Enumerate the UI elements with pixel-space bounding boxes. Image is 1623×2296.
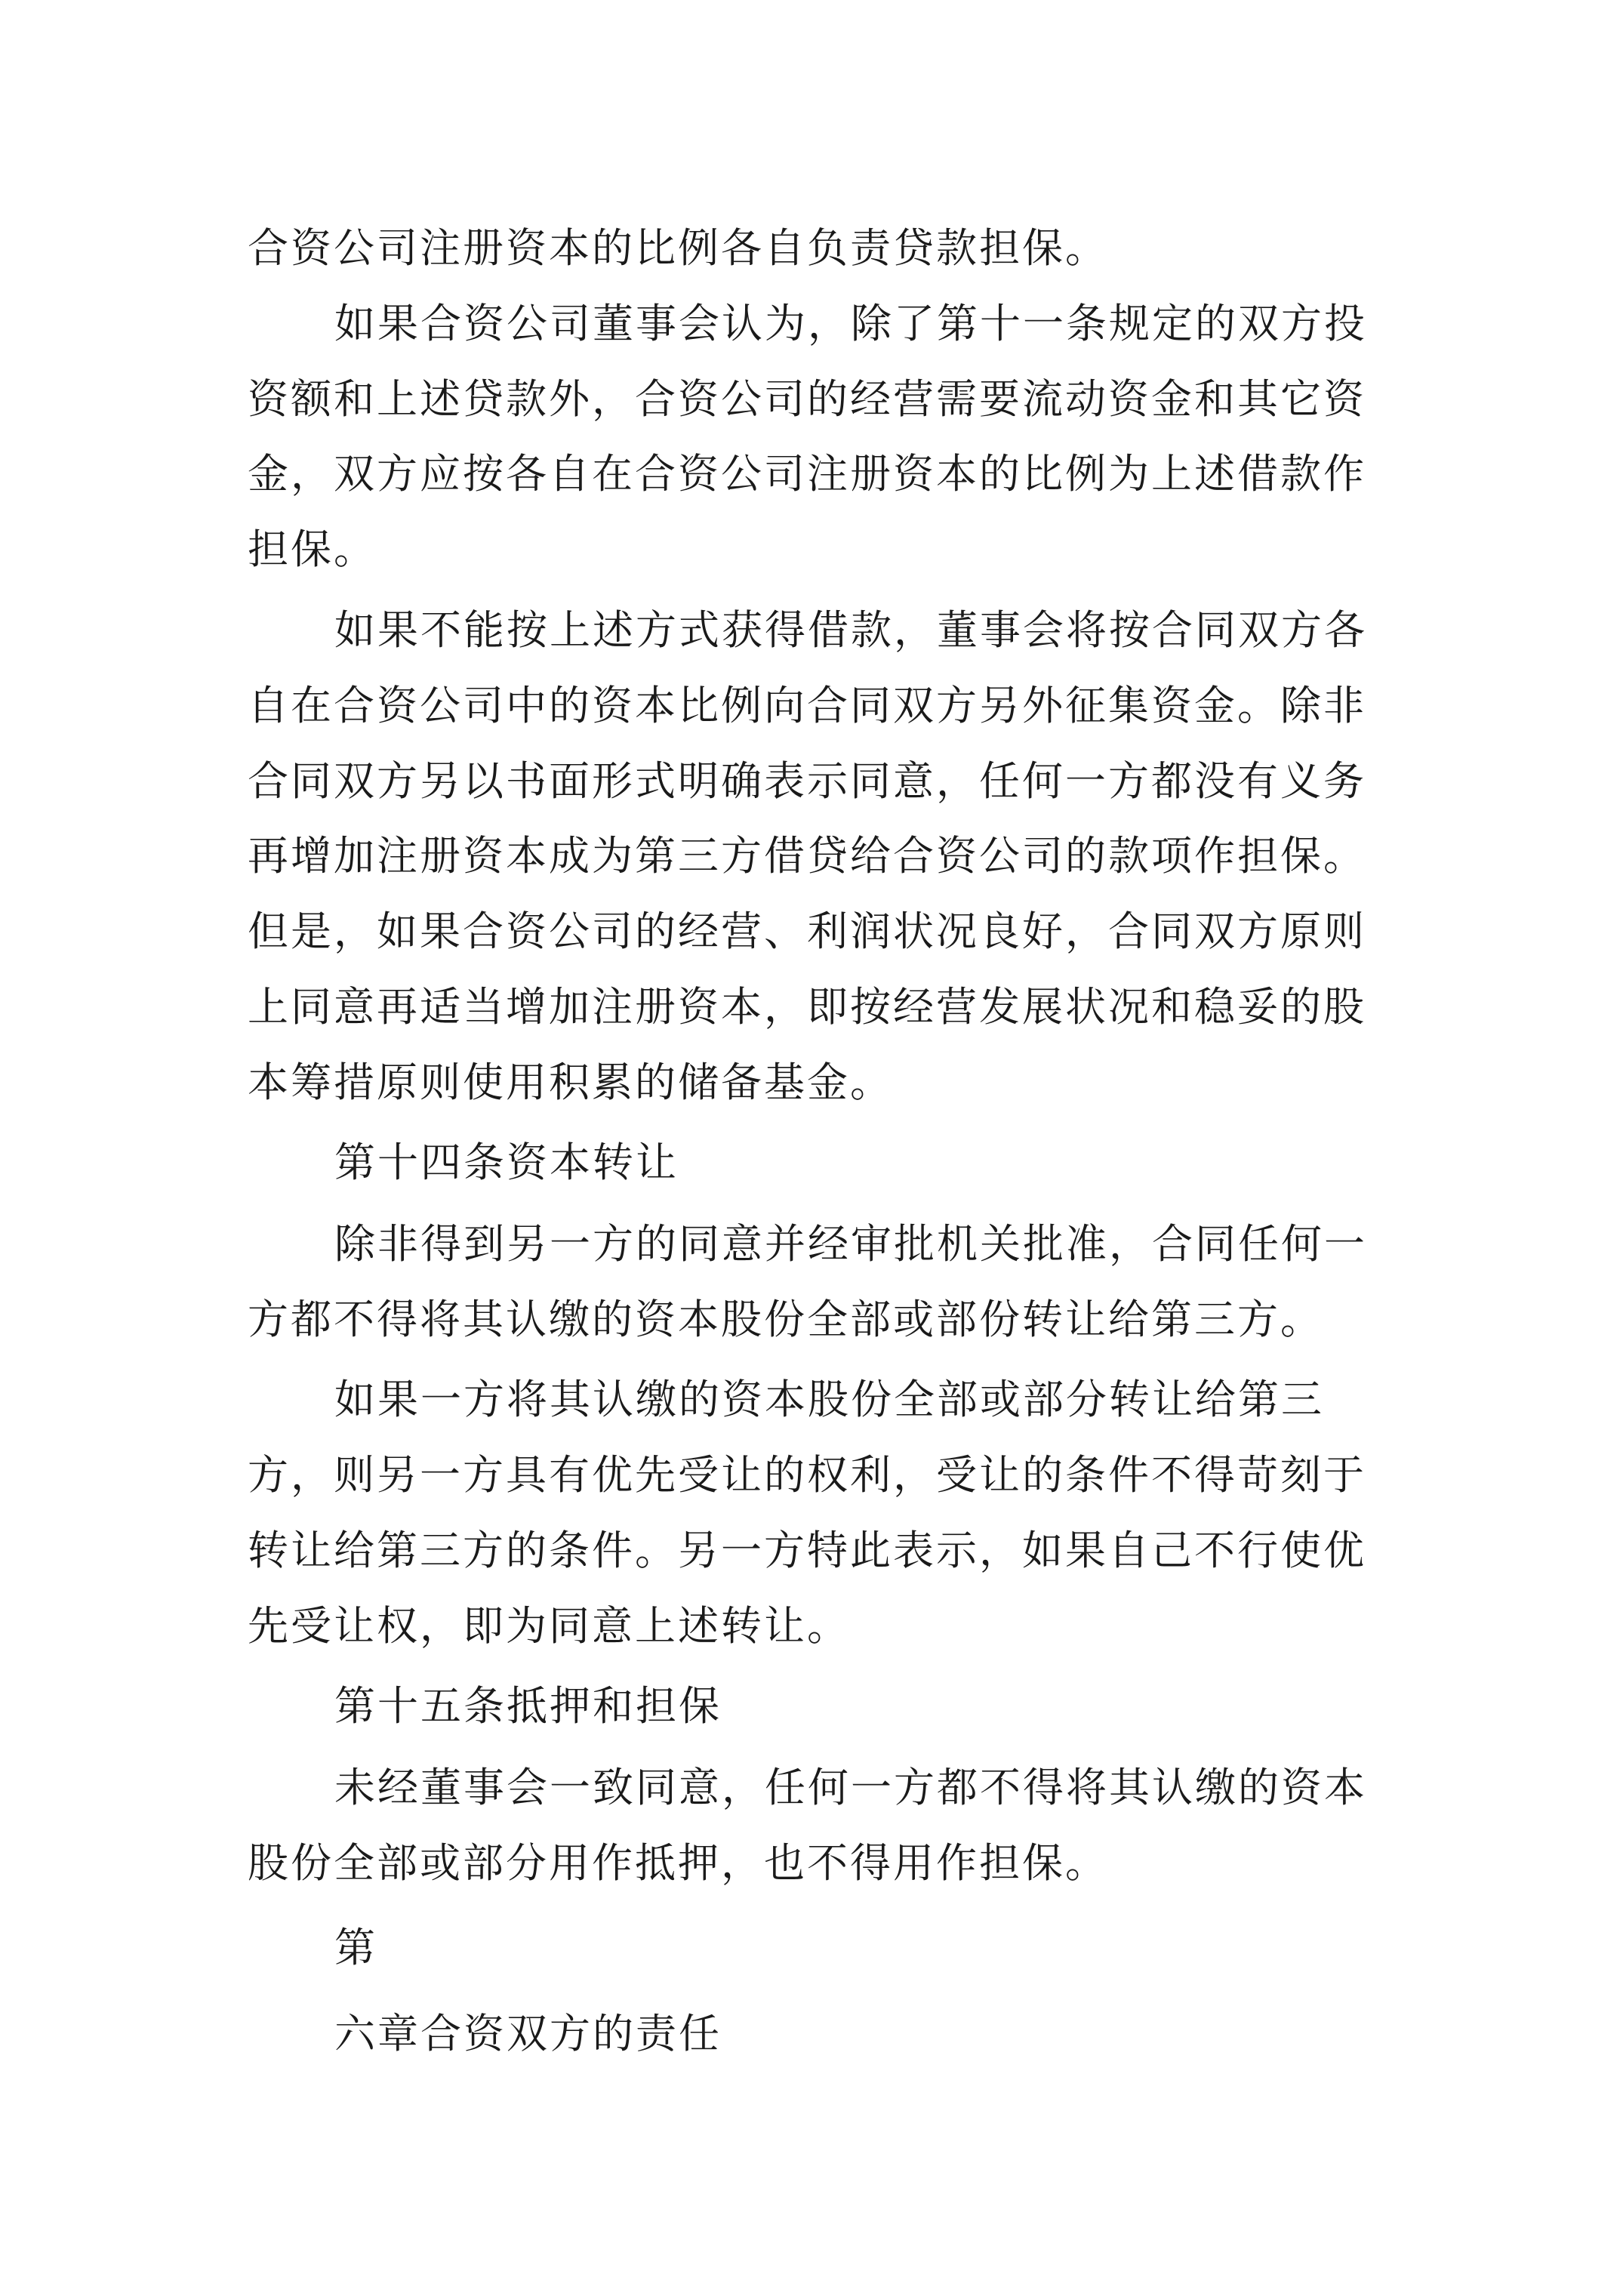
paragraph-line: 未经董事会一致同意，任何一方都不得将其认缴的资本 bbox=[334, 1764, 1367, 1811]
paragraph-line: 但是，如果合资公司的经营、利润状况良好，合同双方原则 bbox=[248, 908, 1366, 955]
paragraph-line: 担保。 bbox=[248, 525, 377, 573]
paragraph-line: 上同意再适当增加注册资本，即按经营发展状况和稳妥的股 bbox=[248, 983, 1366, 1031]
section-heading: 第十四条资本转让 bbox=[334, 1139, 679, 1186]
paragraph-line: 合资公司注册资本的比例各自负责贷款担保。 bbox=[248, 224, 1108, 272]
paragraph-line: 转让给第三方的条件。另一方特此表示，如果自己不行使优 bbox=[248, 1527, 1366, 1574]
paragraph-line: 方都不得将其认缴的资本股份全部或部份转让给第三方。 bbox=[248, 1296, 1323, 1343]
paragraph-line: 资额和上述贷款外，合资公司的经营需要流动资金和其它资 bbox=[248, 375, 1366, 423]
section-heading: 第十五条抵押和担保 bbox=[334, 1682, 722, 1730]
paragraph-line: 自在合资公司中的资本比例向合同双方另外征集资金。除非 bbox=[248, 682, 1366, 729]
chapter-heading: 六章合资双方的责任 bbox=[334, 2010, 722, 2057]
paragraph-line: 如果合资公司董事会认为，除了第十一条规定的双方投 bbox=[334, 300, 1367, 347]
paragraph-line: 除非得到另一方的同意并经审批机关批准，合同任何一 bbox=[334, 1220, 1367, 1268]
paragraph-line: 本筹措原则使用积累的储备基金。 bbox=[248, 1059, 893, 1106]
paragraph-line: 先受让权，即为同意上述转让。 bbox=[248, 1602, 850, 1650]
paragraph-line: 股份全部或部分用作抵押，也不得用作担保。 bbox=[248, 1839, 1108, 1887]
chapter-heading-fragment: 第 bbox=[334, 1924, 377, 1971]
paragraph-line: 如果一方将其认缴的资本股份全部或部分转让给第三 bbox=[334, 1376, 1324, 1423]
paragraph-line: 合同双方另以书面形式明确表示同意，任何一方都没有义务 bbox=[248, 757, 1366, 805]
paragraph-line: 金，双方应按各自在合资公司注册资本的比例为上述借款作 bbox=[248, 450, 1366, 498]
paragraph-line: 方，则另一方具有优先受让的权利，受让的条件不得苛刻于 bbox=[248, 1451, 1366, 1499]
paragraph-line: 如果不能按上述方式获得借款，董事会将按合同双方各 bbox=[334, 606, 1367, 654]
paragraph-line: 再增加注册资本成为第三方借贷给合资公司的款项作担保。 bbox=[248, 832, 1366, 880]
